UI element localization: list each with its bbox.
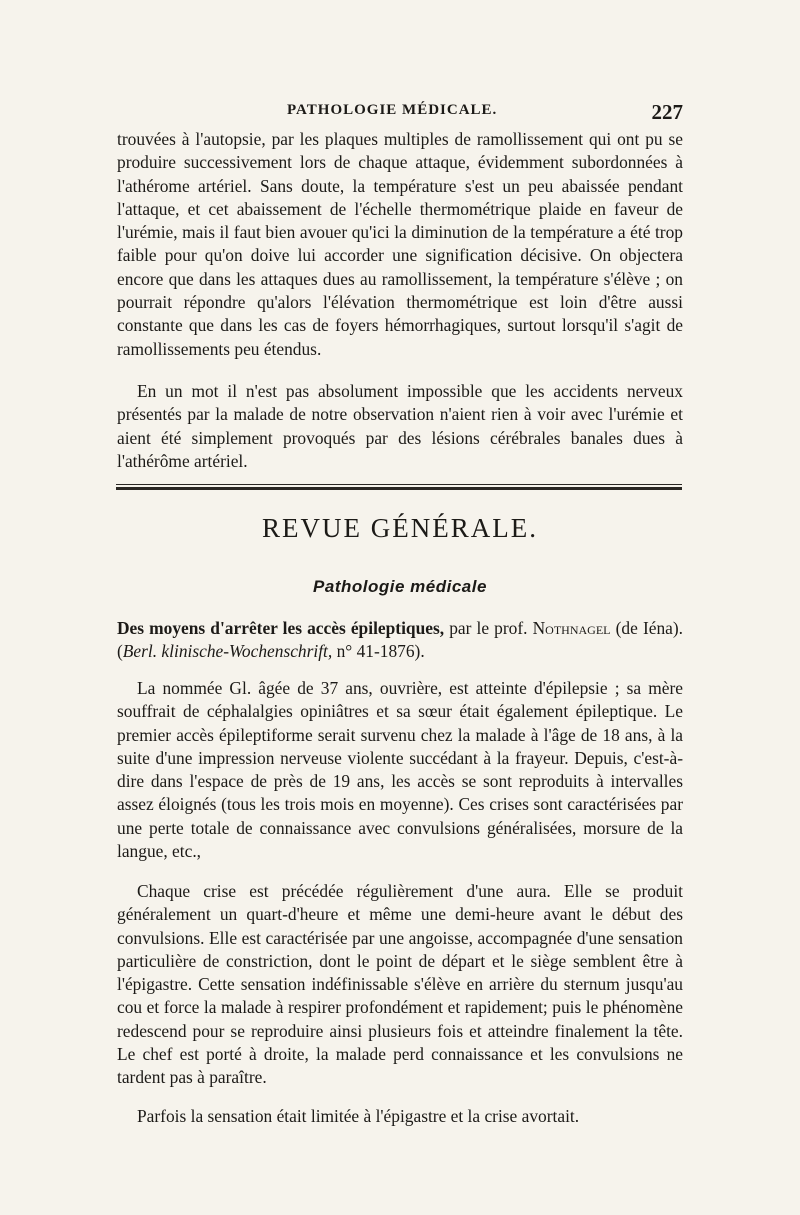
paragraph-conclusion [117, 380, 683, 473]
paragraph-abort [117, 1105, 683, 1128]
article-affiliation: (de Iéna). ( [117, 618, 684, 662]
paragraph-case [117, 677, 683, 863]
page-header [117, 100, 683, 126]
paragraph-autopsy [117, 128, 683, 361]
section-title: REVUE GÉNÉRALE. [262, 513, 538, 543]
article-journal: Berl. klinische-Wochenschrift, [122, 641, 333, 662]
paragraph-text: La nommée Gl. âgée de 37 ans, ouvrière, est atteinte d'épilepsie ; sa mère souffrait de céphalalgies opiniâtres et sa sœur était également épileptique. Le premier accès épileptiforme serait survenu chez la malade à l'âge de 18 ans, à la suite d'une impression nerveuse violente succédant à la frayeur. Depuis, c'est-à-dire dans l'espace de près de 19 ans, les accès se sont reproduits à intervalles assez éloignés (tous les trois mois en moyenne). Ces crises sont caractérisées par une perte totale de connaissance avec convulsions généralisées, morsure de la langue, etc., [117, 678, 683, 862]
subsection-title: Pathologie médicale [313, 577, 487, 596]
page-number: 227 [651, 100, 683, 124]
paragraph-text: Chaque crise est précédée régulièrement d'une aura. Elle se produit généralement un quart-d'heure et même une demi-heure avant le début des convulsions. Elle est caractérisée par une angoisse, accompagnée d'une sensation particulière de constriction, dont le point de départ et le siège semblent être à l'épigastre. Cette sensation indéfinissable s'élève en arrière du sternum jusqu'au cou et force la malade à respirer profondément et rapidement; puis le phénomène redescend pour se reproduire ainsi plusieurs fois et atteindre finalement la tête. Le chef est porté à droite, la malade perd connaissance et les convulsions ne tardent pas à paraître. [117, 881, 683, 1088]
paragraph-text: Parfois la sensation était limitée à l'épigastre et la crise avortait. [137, 1106, 580, 1126]
article-by: par le prof. [444, 618, 533, 638]
paragraph-aura [117, 880, 683, 1090]
divider-thin [116, 484, 682, 485]
article-citation [117, 617, 683, 664]
article-heading [117, 617, 683, 664]
paragraph-text: En un mot il n'est pas absolument impossible que les accidents nerveux présentés par la malade de notre observation n'aient rien à voir avec l'urémie et aient été simplement provoqués par des lésions cérébrales banales dues à l'athérôme artériel. [117, 381, 683, 471]
article-title: Des moyens d'arrêter les accès épileptiques, [117, 618, 445, 638]
divider-thick [116, 487, 682, 490]
article-author: Nothnagel [532, 618, 611, 638]
running-title: PATHOLOGIE MÉDICALE. [287, 102, 498, 118]
paragraph-text: trouvées à l'autopsie, par les plaques multiples de ramollissement qui ont pu se produire successivement lors de chaque attaque, évidemment subordonnées à l'athérome artériel. Sans doute, la température s'est un peu abaissée pendant l'attaque, et cet abaissement de l'échelle thermométrique plaide en faveur de l'urémie, mais il faut bien avouer qu'ici la diminution de la température a été trop faible pour qu'on doive lui accorder une signification décisive. On objectera encore que dans les attaques dues au ramollissement, la température s'élève ; on pourrait répondre qu'alors l'élévation thermométrique est loin d'être aussi constante que dans les cas de foyers hémorrhagiques, surtout lorsqu'il s'agit de ramollissements peu étendus. [117, 129, 683, 359]
article-issue: n° 41-1876). [332, 641, 425, 662]
